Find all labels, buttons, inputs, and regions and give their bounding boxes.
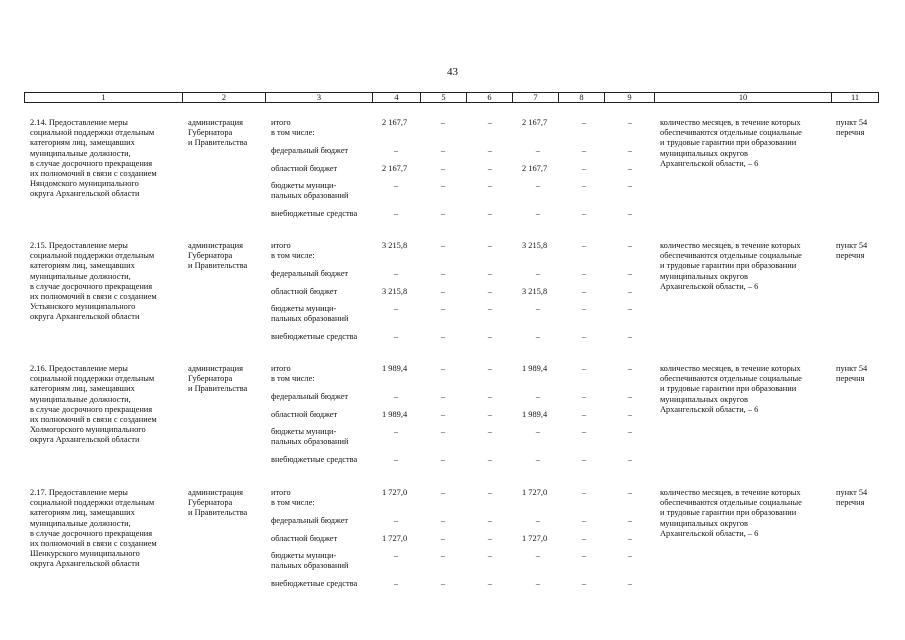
value-cell: –: [535, 579, 541, 588]
value-cell: –: [581, 534, 587, 543]
value-cell: –: [393, 392, 399, 401]
value-cell: 3 215,8: [522, 241, 548, 250]
value-cell: –: [487, 209, 493, 218]
table-row: [0, 241, 905, 359]
value-cell: –: [393, 269, 399, 278]
source-label: областной бюджет: [271, 534, 338, 543]
header-col-1: 1: [25, 93, 183, 102]
value-cell: –: [581, 241, 587, 250]
value-cell: –: [440, 455, 446, 464]
value-cell: –: [627, 209, 633, 218]
value-cell: –: [440, 488, 446, 497]
target-indicator: количество месяцев, в течение которых обеспечиваются отдельные социальные и трудовые гарантии при образовании муниципальных округов Архангельской области, – 6: [660, 488, 802, 538]
target-indicator: количество месяцев, в течение которых обеспечиваются отдельные социальные и трудовые гарантии при образовании муниципальных округов Архангельской области, – 6: [660, 241, 802, 291]
header-col-4: 4: [373, 93, 421, 102]
value-cell: –: [440, 304, 446, 313]
value-cell: –: [581, 164, 587, 173]
value-cell: –: [393, 516, 399, 525]
value-cell: 2 167,7: [382, 164, 408, 173]
source-label: внебюджетные средства: [271, 209, 358, 218]
value-cell: –: [535, 551, 541, 560]
value-cell: –: [440, 392, 446, 401]
value-cell: –: [581, 146, 587, 155]
value-cell: –: [487, 410, 493, 419]
value-cell: –: [393, 551, 399, 560]
value-cell: –: [487, 332, 493, 341]
value-cell: –: [581, 392, 587, 401]
value-cell: 3 215,8: [382, 287, 408, 296]
regulation-reference: пункт 54 перечня: [836, 364, 868, 384]
regulation-reference: пункт 54 перечня: [836, 488, 868, 508]
header-col-10: 10: [655, 93, 832, 102]
value-cell: –: [487, 427, 493, 436]
value-cell: –: [627, 392, 633, 401]
value-cell: –: [487, 534, 493, 543]
value-cell: –: [487, 287, 493, 296]
value-cell: 3 215,8: [522, 287, 548, 296]
value-cell: –: [627, 287, 633, 296]
value-cell: –: [535, 146, 541, 155]
responsible-organization: администрация Губернатора и Правительства: [188, 488, 248, 518]
source-label: итого в том числе:: [271, 118, 315, 138]
value-cell: –: [487, 181, 493, 190]
value-cell: –: [627, 579, 633, 588]
source-label: бюджеты муници- пальных образований: [271, 551, 349, 571]
value-cell: –: [393, 579, 399, 588]
value-cell: 1 727,0: [522, 488, 548, 497]
table-row: [0, 488, 905, 606]
value-cell: –: [487, 488, 493, 497]
value-cell: –: [581, 410, 587, 419]
value-cell: –: [627, 516, 633, 525]
value-cell: –: [440, 209, 446, 218]
target-indicator: количество месяцев, в течение которых обеспечиваются отдельные социальные и трудовые гарантии при образовании муниципальных округов Архангельской области, – 6: [660, 118, 802, 168]
value-cell: –: [393, 146, 399, 155]
measure-name: 2.14. Предоставление меры социальной поддержки отдельным категориям лиц, замещавших муниципальные должности, в случае досрочного прекращения их полномочий в связи с созданием Няндомского муниципального округа Архангельской области: [30, 118, 157, 199]
source-label: бюджеты муници- пальных образований: [271, 427, 349, 447]
value-cell: –: [440, 427, 446, 436]
value-cell: –: [440, 118, 446, 127]
value-cell: –: [487, 516, 493, 525]
source-label: федеральный бюджет: [271, 392, 349, 401]
source-label: областной бюджет: [271, 164, 338, 173]
value-cell: –: [393, 455, 399, 464]
value-cell: –: [393, 209, 399, 218]
value-cell: –: [487, 364, 493, 373]
value-cell: –: [627, 410, 633, 419]
source-label: внебюджетные средства: [271, 579, 358, 588]
value-cell: –: [581, 332, 587, 341]
value-cell: –: [440, 551, 446, 560]
value-cell: –: [581, 364, 587, 373]
value-cell: –: [627, 241, 633, 250]
value-cell: 1 727,0: [382, 488, 408, 497]
value-cell: –: [487, 551, 493, 560]
source-label: бюджеты муници- пальных образований: [271, 181, 349, 201]
value-cell: –: [627, 534, 633, 543]
header-col-2: 2: [183, 93, 266, 102]
value-cell: –: [627, 164, 633, 173]
responsible-organization: администрация Губернатора и Правительства: [188, 241, 248, 271]
value-cell: 2 167,7: [522, 164, 548, 173]
value-cell: 1 989,4: [382, 364, 408, 373]
regulation-reference: пункт 54 перечня: [836, 241, 868, 261]
source-label: внебюджетные средства: [271, 455, 358, 464]
value-cell: –: [627, 304, 633, 313]
value-cell: –: [581, 287, 587, 296]
value-cell: –: [487, 269, 493, 278]
page-number: 43: [447, 66, 458, 78]
value-cell: –: [581, 269, 587, 278]
header-col-11: 11: [850, 93, 860, 102]
value-cell: –: [581, 118, 587, 127]
value-cell: –: [581, 488, 587, 497]
table-header: [24, 92, 879, 103]
value-cell: –: [581, 516, 587, 525]
value-cell: –: [535, 332, 541, 341]
value-cell: –: [627, 551, 633, 560]
value-cell: –: [487, 579, 493, 588]
value-cell: –: [581, 427, 587, 436]
source-label: областной бюджет: [271, 287, 338, 296]
value-cell: 2 167,7: [522, 118, 548, 127]
value-cell: 1 989,4: [522, 364, 548, 373]
value-cell: –: [535, 516, 541, 525]
value-cell: –: [487, 455, 493, 464]
value-cell: –: [627, 118, 633, 127]
value-cell: –: [627, 455, 633, 464]
value-cell: –: [581, 579, 587, 588]
source-label: итого в том числе:: [271, 488, 315, 508]
value-cell: 1 727,0: [522, 534, 548, 543]
value-cell: –: [440, 181, 446, 190]
value-cell: –: [487, 241, 493, 250]
header-col-8: 8: [559, 93, 605, 102]
value-cell: –: [535, 209, 541, 218]
value-cell: –: [535, 427, 541, 436]
value-cell: –: [393, 427, 399, 436]
value-cell: –: [440, 534, 446, 543]
source-label: итого в том числе:: [271, 241, 315, 261]
source-label: областной бюджет: [271, 410, 338, 419]
value-cell: –: [535, 392, 541, 401]
source-label: бюджеты муници- пальных образований: [271, 304, 349, 324]
source-label: федеральный бюджет: [271, 516, 349, 525]
value-cell: –: [440, 146, 446, 155]
measure-name: 2.17. Предоставление меры социальной поддержки отдельным категориям лиц, замещавших муниципальные должности, в случае досрочного прекращения их полномочий в связи с созданием Шенкурского муниципального округа Архангельской области: [30, 488, 157, 569]
value-cell: –: [487, 146, 493, 155]
header-col-3: 3: [266, 93, 373, 102]
source-label: итого в том числе:: [271, 364, 315, 384]
measure-name: 2.15. Предоставление меры социальной поддержки отдельным категориям лиц, замещавших муниципальные должности, в случае досрочного прекращения их полномочий в связи с созданием Устьянского муниципального округа Архангельской области: [30, 241, 157, 322]
responsible-organization: администрация Губернатора и Правительства: [188, 364, 248, 394]
value-cell: –: [627, 181, 633, 190]
value-cell: –: [487, 304, 493, 313]
value-cell: –: [627, 427, 633, 436]
value-cell: –: [627, 488, 633, 497]
value-cell: –: [393, 332, 399, 341]
value-cell: –: [627, 269, 633, 278]
value-cell: –: [487, 164, 493, 173]
value-cell: –: [440, 516, 446, 525]
header-col-9: 9: [605, 93, 655, 102]
value-cell: –: [393, 304, 399, 313]
value-cell: –: [440, 332, 446, 341]
value-cell: –: [627, 146, 633, 155]
value-cell: –: [440, 579, 446, 588]
value-cell: –: [440, 241, 446, 250]
measure-name: 2.16. Предоставление меры социальной поддержки отдельным категориям лиц, замещавших муниципальные должности, в случае досрочного прекращения их полномочий в связи с созданием Холмогорского муниципального округа Архангельской области: [30, 364, 157, 445]
value-cell: –: [535, 269, 541, 278]
table-row: [0, 364, 905, 482]
regulation-reference: пункт 54 перечня: [836, 118, 868, 138]
value-cell: –: [581, 455, 587, 464]
value-cell: –: [535, 181, 541, 190]
value-cell: –: [581, 551, 587, 560]
header-col-5: 5: [421, 93, 467, 102]
value-cell: –: [535, 304, 541, 313]
source-label: федеральный бюджет: [271, 269, 349, 278]
value-cell: –: [581, 209, 587, 218]
value-cell: 1 989,4: [382, 410, 408, 419]
value-cell: –: [581, 181, 587, 190]
value-cell: –: [440, 410, 446, 419]
target-indicator: количество месяцев, в течение которых обеспечиваются отдельные социальные и трудовые гарантии при образовании муниципальных округов Архангельской области, – 6: [660, 364, 802, 414]
value-cell: –: [440, 287, 446, 296]
value-cell: 2 167,7: [382, 118, 408, 127]
responsible-organization: администрация Губернатора и Правительства: [188, 118, 248, 148]
value-cell: 1 989,4: [522, 410, 548, 419]
header-col-7: 7: [513, 93, 559, 102]
source-label: федеральный бюджет: [271, 146, 349, 155]
value-cell: 1 727,0: [382, 534, 408, 543]
value-cell: 3 215,8: [382, 241, 408, 250]
value-cell: –: [440, 164, 446, 173]
value-cell: –: [440, 269, 446, 278]
table-row: [0, 118, 905, 236]
value-cell: –: [393, 181, 399, 190]
value-cell: –: [627, 364, 633, 373]
header-col-6: 6: [467, 93, 513, 102]
value-cell: –: [487, 392, 493, 401]
value-cell: –: [487, 118, 493, 127]
value-cell: –: [535, 455, 541, 464]
source-label: внебюджетные средства: [271, 332, 358, 341]
value-cell: –: [440, 364, 446, 373]
value-cell: –: [627, 332, 633, 341]
value-cell: –: [581, 304, 587, 313]
